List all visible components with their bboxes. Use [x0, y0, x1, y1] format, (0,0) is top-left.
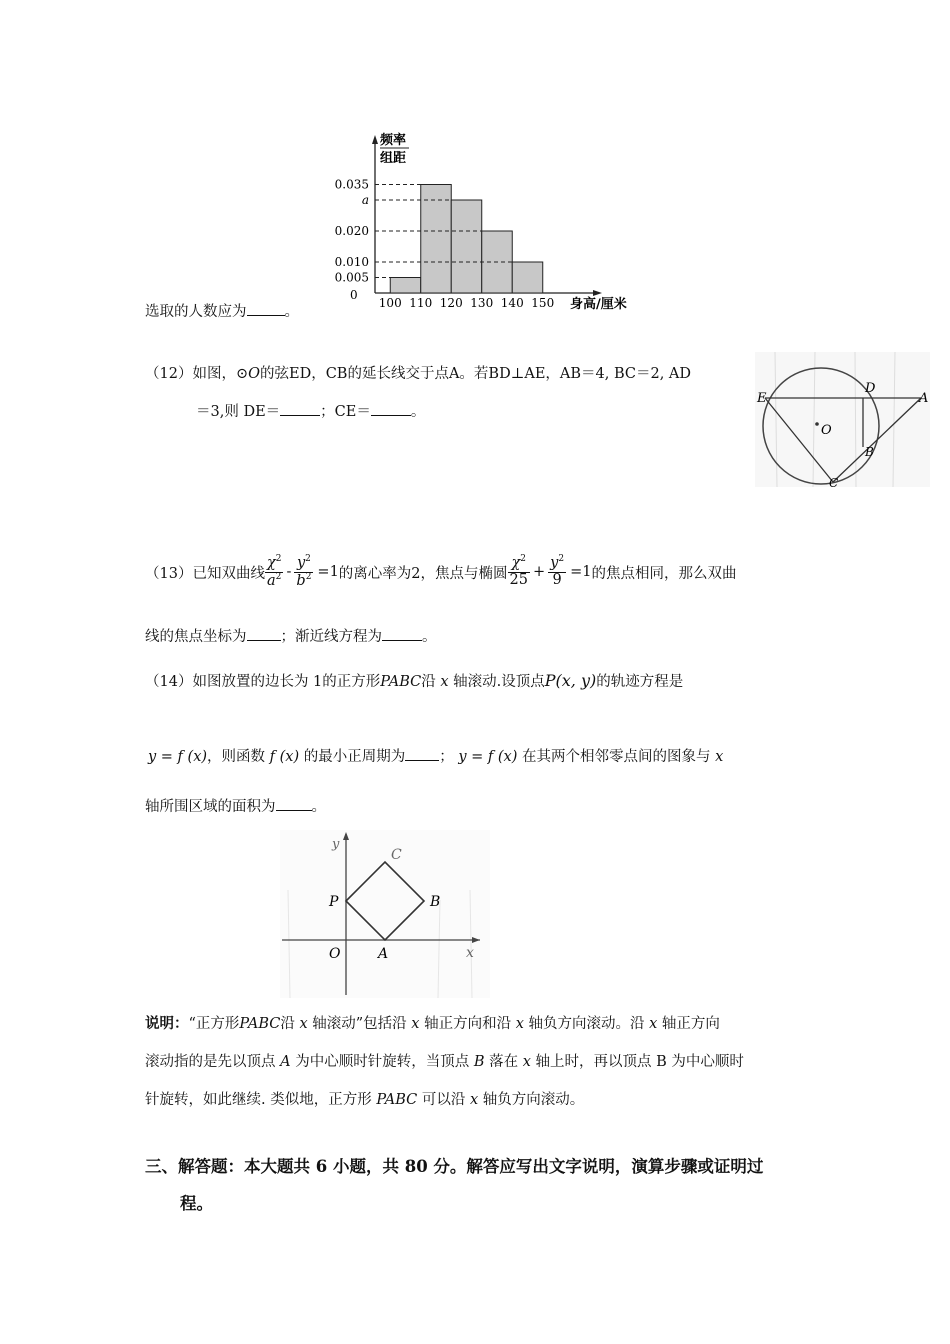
note-l1-x4: x	[649, 1016, 658, 1032]
note-line3	[145, 1088, 584, 1109]
q13-frac2-den: b	[296, 572, 306, 589]
q13-frac3	[508, 555, 530, 589]
y-label-top: 频率	[380, 133, 407, 148]
note-l3b: 可以沿	[421, 1092, 466, 1108]
note-l2a: 滚动指的是先以顶点	[145, 1054, 276, 1070]
x-tick-label: 130	[470, 296, 494, 310]
x-tick-label: 150	[531, 296, 555, 310]
note-l2b: 为中心顺时针旋转，当顶点	[295, 1054, 470, 1070]
q13-frac1-den-sup: 2	[275, 571, 282, 582]
note-l2-B: B	[473, 1054, 485, 1070]
q14-line3	[145, 795, 326, 816]
q13-frac4-den: 9	[552, 571, 562, 588]
note-l1a: “正方形	[188, 1016, 240, 1032]
histogram-bar	[421, 185, 452, 294]
note-l3a: 针旋转，如此继续. 类似地，正方形	[145, 1092, 372, 1108]
q13-frac1-num-sup: 2	[275, 553, 282, 564]
q11-text	[145, 300, 299, 321]
q13-frac2-den-sup: 2	[305, 571, 312, 582]
fig12-label-c: C	[829, 476, 839, 487]
q14-x-var: x	[440, 674, 449, 690]
y-tick-label: a	[361, 193, 369, 207]
q14-text4: 在其两个相邻零点间的图象与	[521, 749, 711, 765]
q14-pabc: PABC	[380, 674, 422, 690]
y-tick-label: 0.005	[334, 270, 369, 285]
q12-line2	[196, 400, 425, 421]
q14-func2: y = f (x)	[458, 749, 518, 765]
q14-f: f (x)	[269, 749, 300, 765]
section3-heading-line2: 程。	[180, 1194, 213, 1213]
fig14-label-c: C	[391, 847, 402, 863]
note-l2c: 落在	[489, 1054, 519, 1070]
histogram-group	[335, 132, 627, 312]
q14-x: x	[715, 749, 724, 765]
q12-de-blank[interactable]	[280, 401, 320, 417]
q14-text2: 的最小正周期为	[303, 749, 406, 765]
fig14-label-a: A	[378, 946, 389, 962]
q12-line1	[145, 362, 691, 383]
fig14-label-b: B	[430, 894, 441, 910]
y-tick-label: 0.020	[334, 224, 369, 238]
q13-line2-prefix: 线的焦点坐标为	[145, 629, 247, 645]
note-l3-x: x	[469, 1092, 479, 1108]
fig14-label-o: O	[329, 946, 341, 962]
x-tick-label: 110	[409, 296, 433, 310]
note-l3c: 轴负方向滚动。	[482, 1092, 585, 1108]
q14-line1-suffix: 的轨迹方程是	[596, 674, 684, 690]
q13-line2-suffix: 。	[422, 629, 437, 645]
q13-frac2-num-sup: 2	[305, 553, 311, 564]
x-tick-label: 140	[500, 296, 524, 310]
histogram-chart	[300, 125, 660, 320]
q12-line2-mid: ；CE＝	[320, 404, 371, 420]
histogram-bar	[390, 278, 421, 294]
q12-line2-prefix: ＝3,则 DE＝	[196, 404, 281, 420]
note-line2	[145, 1050, 744, 1071]
histogram-bar	[451, 200, 482, 293]
q13-mid: 的离心率为2，焦点与椭圆	[338, 565, 508, 582]
q13-eq1: =1	[317, 564, 339, 580]
q13-frac4	[548, 555, 566, 589]
note-l1f: 轴正方向	[661, 1016, 720, 1032]
q12-o-var: O	[248, 366, 260, 382]
note-line1	[145, 1012, 720, 1033]
note-l1-pabc: PABC	[239, 1016, 281, 1032]
q13-line2	[145, 625, 437, 646]
q13-line2-mid: ；渐近线方程为	[280, 629, 382, 645]
q13-frac1	[265, 555, 284, 590]
fig12-label-o: O	[821, 423, 832, 438]
y-tick-label: 0.035	[334, 177, 369, 192]
q13-frac2	[294, 555, 313, 590]
q13-minus: -	[286, 564, 292, 580]
q12-line2-suffix: 。	[410, 404, 426, 420]
q12-prefix: （12）如图，	[145, 366, 236, 382]
fig12-label-e: E	[757, 391, 767, 406]
q14-func: y = f (x)	[148, 749, 208, 765]
circle-symbol: ⊙	[235, 366, 249, 382]
q11-answer-blank[interactable]	[247, 301, 285, 317]
q14-text3: ；	[439, 749, 454, 765]
fig14-label-y: y	[332, 837, 340, 852]
q13-frac4-num-sup: 2	[558, 554, 565, 565]
q14-text1: ，则函数	[207, 749, 266, 765]
note-l1-x3: x	[515, 1016, 524, 1032]
q13-plus: +	[532, 564, 546, 580]
note-l2d: 轴上时，再以顶点 B 为中心顺时	[535, 1054, 744, 1070]
q13-prefix: （13）已知双曲线	[145, 565, 265, 582]
q11-suffix: 。	[284, 304, 299, 320]
q14-period-blank[interactable]	[405, 746, 439, 762]
fig12-label-b: B	[865, 445, 874, 459]
note-l1d: 轴正方向和沿	[424, 1016, 512, 1032]
q13-frac1-den: a	[267, 572, 276, 589]
note-l1e: 轴负方向滚动。沿	[528, 1016, 645, 1032]
q12-line1-suffix: 的弦ED，CB的延长线交于点A。若BD⊥AE，AB＝4, BC＝2, AD	[260, 366, 692, 382]
q12-circle-figure	[755, 352, 930, 487]
note-l1-x: x	[299, 1016, 308, 1032]
note-l1b: 沿	[280, 1016, 295, 1032]
q13-line1	[145, 547, 736, 597]
x-axis-label: 身高/厘米	[570, 297, 627, 312]
histogram-bar	[512, 262, 543, 293]
q12-ce-blank[interactable]	[371, 401, 411, 417]
q14-prefix: （14）如图放置的边长为 1的正方形	[145, 674, 381, 690]
y-label-bottom: 组距	[380, 151, 407, 166]
q13-frac1-num: χ	[266, 554, 276, 571]
q13-focus-blank[interactable]	[247, 626, 281, 642]
note-l2-A: A	[280, 1054, 291, 1070]
q13-frac2-num: y	[296, 554, 306, 571]
note-l3-pabc: PABC	[376, 1092, 418, 1108]
q14-square-figure	[280, 830, 490, 998]
q14-area-blank[interactable]	[276, 796, 312, 812]
note-l1-x2: x	[411, 1016, 420, 1032]
q14-line2	[148, 745, 723, 766]
fig14-label-x: x	[466, 945, 474, 961]
y-tick-label: 0.010	[334, 255, 369, 269]
q13-asymptote-blank[interactable]	[382, 626, 422, 642]
fig14-label-p: P	[329, 894, 339, 910]
note-l2-x: x	[522, 1054, 531, 1070]
x-tick-label: 100	[378, 296, 402, 310]
q13-frac3-num-sup: 2	[520, 554, 527, 565]
q13-suffix: 的焦点相同，那么双曲	[591, 565, 737, 582]
q14-line1	[145, 670, 683, 691]
fig12-label-a: A	[919, 391, 929, 406]
origin-label: 0	[350, 288, 358, 302]
fig12-label-d: D	[865, 381, 876, 396]
q14-point: P(x, y)	[544, 671, 597, 690]
section3-heading-line1: 三、解答题：本大题共 6 小题，共 80 分。解答应写出文字说明，演算步骤或证明过	[145, 1157, 764, 1176]
q14-mid: 沿	[421, 674, 436, 690]
q11-prefix: 选取的人数应为	[145, 304, 247, 320]
note-l1c: 轴滚动”包括沿	[312, 1016, 407, 1032]
q14-line3-prefix: 轴所围区域的面积为	[145, 799, 276, 815]
q13-eq2: =1	[570, 564, 592, 580]
q14-mid2: 轴滚动.设顶点	[453, 674, 545, 690]
q13-frac3-den: 25	[509, 571, 528, 588]
q14-line3-suffix: 。	[311, 799, 326, 815]
x-tick-label: 120	[439, 296, 463, 310]
x-axis-arrow	[593, 290, 602, 296]
q13-frac4-num: y	[550, 554, 559, 571]
note-label: 说明：	[145, 1015, 189, 1032]
q13-frac3-num: χ	[511, 554, 521, 571]
y-axis-arrow	[372, 135, 378, 144]
